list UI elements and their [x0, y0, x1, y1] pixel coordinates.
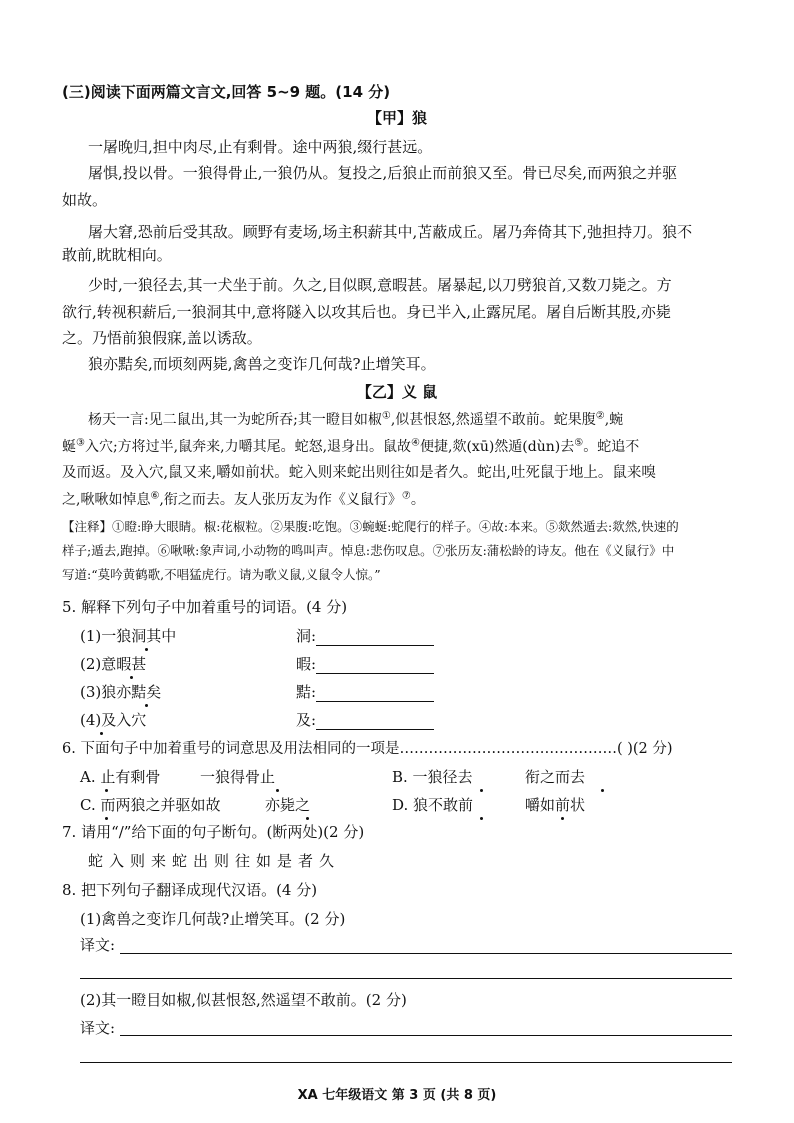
q5-answer-blank-2[interactable]	[316, 673, 434, 674]
text-a-line: 欲行,转视积薪后,一狼洞其中,意将隧入以攻其后也。身已半入,止露尻尾。屠自后断其股,亦毙	[62, 303, 671, 321]
q6-option-d[interactable]: D. 狼不敢前	[392, 796, 474, 814]
q6-stem: 6. 下面句子中加着重号的词意思及用法相同的一项是………………………………………( )(2 分)	[62, 741, 673, 757]
q5-stem: 5. 解释下列句子中加着重号的词语。(4 分)	[62, 598, 348, 616]
q6-option-c[interactable]: C. 而两狼之并驱如故	[80, 796, 221, 814]
emphasis-dot	[105, 789, 108, 792]
emphasis-dot	[145, 648, 148, 651]
text-b-line: 蜒③入穴;方将过半,鼠奔来,力嚼其尾。蛇怒,退身出。鼠故④便捷,欻(xū)然遁(dùn)去⑤。蛇追不	[62, 437, 640, 455]
q8-item-sentence: (2)其一瞪目如椒,似甚恨怒,然遥望不敢前。(2 分)	[80, 991, 407, 1009]
q6-option-a[interactable]: A. 止有剩骨	[80, 768, 161, 786]
text-b-title: 【乙】义 鼠	[356, 383, 438, 401]
q5-item-label: 及:	[296, 711, 317, 729]
page-footer: XA 七年级语文 第 3 页 (共 8 页)	[297, 1088, 497, 1103]
q8-stem: 8. 把下列句子翻译成现代汉语。(4 分)	[62, 881, 318, 899]
emphasis-dot	[130, 676, 133, 679]
q6-option-b-pair: 衔之而去	[525, 768, 586, 786]
text-a-line: 之。乃悟前狼假寐,盖以诱敌。	[62, 329, 262, 347]
q6-option-b[interactable]: B. 一狼径去	[392, 768, 473, 786]
text-a-line: 一屠晚归,担中肉尽,止有剩骨。途中两狼,缀行甚远。	[88, 138, 433, 156]
q5-item-label: 暇:	[296, 655, 317, 673]
q7-sentence[interactable]: 蛇入则来蛇出则往如是者久	[88, 852, 341, 870]
text-a-line: 狼亦黠矣,而顷刻两毙,禽兽之变诈几何哉?止增笑耳。	[88, 355, 436, 373]
q6-option-a-pair: 一狼得骨止	[200, 768, 276, 786]
q8-answer-line-4[interactable]	[80, 1062, 732, 1063]
text-a-line: 如故。	[62, 191, 108, 209]
text-a-line: 敢前,眈眈相向。	[62, 246, 172, 264]
q5-answer-blank-4[interactable]	[316, 729, 434, 730]
emphasis-dot	[306, 817, 309, 820]
emphasis-dot	[561, 817, 564, 820]
q8-answer-line-1[interactable]	[120, 953, 732, 954]
emphasis-dot	[480, 817, 483, 820]
emphasis-dot	[145, 704, 148, 707]
q5-item-sentence: (2)意暇甚	[80, 655, 147, 673]
q8-answer-label: 译文:	[80, 1019, 116, 1037]
text-b-line: 之,啾啾如悼息⑥,衔之而去。友人张历友为作《义鼠行》⑦。	[62, 490, 425, 508]
q5-item-sentence: (4)及入穴	[80, 711, 147, 729]
q6-option-d-pair: 嚼如前状	[525, 796, 586, 814]
q6-option-c-pair: 亦毙之	[265, 796, 311, 814]
text-b-line: 杨天一言:见二鼠出,其一为蛇所吞;其一瞪目如椒①,似甚恨怒,然遥望不敢前。蛇果腹②,蜿	[88, 410, 624, 428]
emphasis-dot	[601, 789, 604, 792]
q5-answer-blank-1[interactable]	[316, 645, 434, 646]
emphasis-dot	[100, 732, 103, 735]
emphasis-dot	[105, 817, 108, 820]
text-a-line: 屠惧,投以骨。一狼得骨止,一狼仍从。复投之,后狼止而前狼又至。骨已尽矣,而两狼之并驱	[88, 164, 678, 182]
q7-stem: 7. 请用“/”给下面的句子断句。(断两处)(2 分)	[62, 823, 365, 841]
q5-item-sentence: (1)一狼洞其中	[80, 627, 177, 645]
section-header: (三)阅读下面两篇文言文,回答 5~9 题。(14 分)	[62, 83, 391, 101]
text-b-line: 及而返。及入穴,鼠又来,嚼如前状。蛇入则来蛇出则往如是者久。蛇出,吐死鼠于地上。鼠来嗅	[62, 465, 656, 481]
q8-answer-line-3[interactable]	[120, 1035, 732, 1036]
text-a-line: 少时,一狼径去,其一犬坐于前。久之,目似瞑,意暇甚。屠暴起,以刀劈狼首,又数刀毙之。方	[88, 276, 672, 294]
q5-item-label: 黠:	[296, 683, 317, 701]
q8-answer-label: 译文:	[80, 936, 116, 954]
q8-answer-line-2[interactable]	[80, 978, 732, 979]
text-a-title: 【甲】狼	[366, 109, 427, 127]
text-a-line: 屠大窘,恐前后受其敌。顾野有麦场,场主积薪其中,苫蔽成丘。屠乃奔倚其下,弛担持刀。狼不	[88, 223, 693, 241]
emphasis-dot	[276, 789, 279, 792]
q5-item-label: 洞:	[296, 627, 317, 645]
emphasis-dot	[480, 789, 483, 792]
notes-line: 样子;遁去,跑掉。⑥啾啾:象声词,小动物的鸣叫声。悼息:悲伤叹息。⑦张历友:蒲松龄的诗友。他在《义鼠行》中	[62, 543, 675, 558]
q5-answer-blank-3[interactable]	[316, 701, 434, 702]
notes-line: 写道:“莫吟黄鹤歌,不唱猛虎行。请为歌义鼠,义鼠令人惊。”	[62, 567, 381, 582]
q8-item-sentence: (1)禽兽之变诈几何哉?止增笑耳。(2 分)	[80, 910, 346, 928]
q5-item-sentence: (3)狼亦黠矣	[80, 683, 162, 701]
notes-line: 【注释】①瞪:睁大眼睛。椒:花椒粒。②果腹:吃饱。③蜿蜒:蛇爬行的样子。④故:本来。⑤欻然遁去:欻然,快速的	[62, 519, 679, 534]
